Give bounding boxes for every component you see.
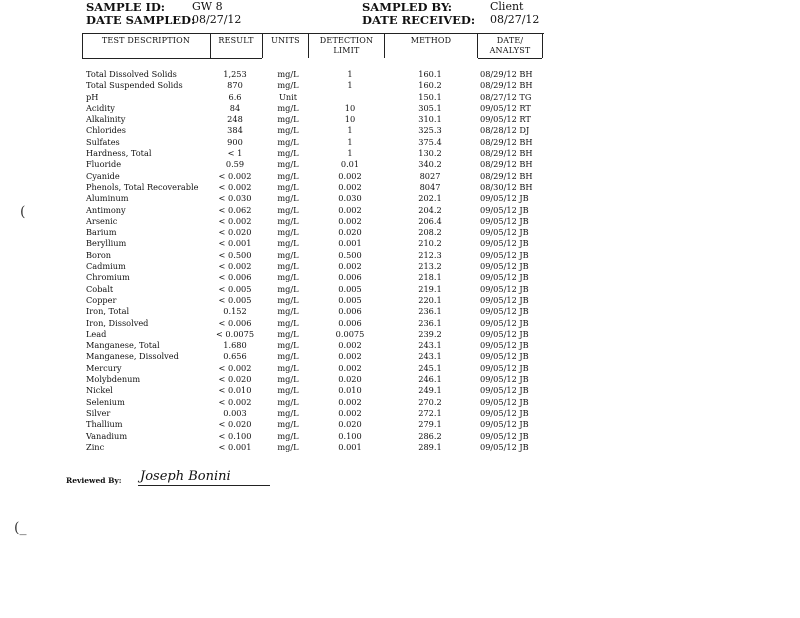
cell-test: Beryllium bbox=[86, 238, 127, 249]
cell-units: mg/L bbox=[277, 238, 299, 249]
cell-limit: 0.500 bbox=[338, 249, 362, 260]
cell-method: 325.3 bbox=[418, 125, 442, 136]
cell-date: 09/05/12 RT bbox=[480, 102, 531, 113]
cell-result: 84 bbox=[229, 102, 241, 113]
cell-test: pH bbox=[86, 91, 99, 102]
cell-result: < 0.020 bbox=[218, 419, 252, 430]
header-rule-bottom-left bbox=[82, 58, 262, 59]
reviewer-signature: Joseph Bonini bbox=[138, 469, 270, 486]
cell-result: < 0.500 bbox=[218, 249, 252, 260]
cell-method: 160.1 bbox=[418, 69, 442, 79]
cell-limit: 0.006 bbox=[338, 272, 362, 283]
sampled-by-value: Client bbox=[490, 0, 524, 13]
col-test-description: TEST DESCRIPTION bbox=[101, 36, 191, 45]
cell-test: Molybdenum bbox=[86, 374, 141, 385]
cell-method: 310.1 bbox=[418, 114, 442, 125]
cell-date: 09/05/12 JB bbox=[480, 227, 529, 238]
cell-result: 384 bbox=[227, 125, 243, 136]
cell-units: mg/L bbox=[277, 215, 299, 226]
cell-date: 09/05/12 JB bbox=[480, 396, 529, 407]
cell-limit: 0.002 bbox=[338, 170, 362, 181]
cell-limit: 0.002 bbox=[338, 204, 362, 215]
cell-units: mg/L bbox=[277, 328, 299, 339]
cell-date: 08/29/12 BH bbox=[480, 136, 533, 147]
cell-date: 09/05/12 JB bbox=[480, 441, 529, 452]
cell-limit: 0.020 bbox=[338, 227, 362, 238]
cell-limit: 0.100 bbox=[338, 430, 362, 441]
cell-date: 08/30/12 BH bbox=[480, 181, 533, 192]
cell-limit: 0.006 bbox=[338, 306, 362, 317]
cell-test: Iron, Dissolved bbox=[86, 317, 149, 328]
cell-date: 08/29/12 BH bbox=[480, 148, 533, 159]
cell-units: mg/L bbox=[277, 396, 299, 407]
cell-units: mg/L bbox=[277, 441, 299, 452]
cell-units: mg/L bbox=[277, 306, 299, 317]
header-divider bbox=[542, 34, 543, 58]
cell-date: 08/28/12 DJ bbox=[480, 125, 530, 136]
cell-method: 249.1 bbox=[418, 385, 442, 396]
cell-result: 0.59 bbox=[225, 159, 245, 170]
cell-date: 09/05/12 JB bbox=[480, 351, 529, 362]
cell-date: 09/05/12 JB bbox=[480, 249, 529, 260]
cell-method: 160.2 bbox=[418, 80, 442, 91]
cell-date: 09/05/12 JB bbox=[480, 385, 529, 396]
cell-method: 270.2 bbox=[418, 396, 442, 407]
col-units: UNITS bbox=[271, 36, 300, 45]
cell-limit: 0.020 bbox=[338, 419, 362, 430]
cell-limit: 1 bbox=[347, 69, 353, 79]
cell-units: mg/L bbox=[277, 374, 299, 385]
header-rule-top bbox=[82, 33, 544, 34]
cell-result: 0.656 bbox=[223, 351, 247, 362]
date-sampled-value: 08/27/12 bbox=[192, 13, 242, 26]
cell-result: < 0.002 bbox=[218, 362, 252, 373]
cell-result: < 0.002 bbox=[218, 396, 252, 407]
cell-test: Arsenic bbox=[86, 215, 118, 226]
cell-units: mg/L bbox=[277, 69, 299, 79]
cell-test: Aluminum bbox=[86, 193, 129, 204]
cell-test: Copper bbox=[86, 294, 117, 305]
cell-result: < 0.001 bbox=[218, 441, 252, 452]
cell-method: 213.2 bbox=[418, 261, 442, 272]
cell-result: < 0.001 bbox=[218, 238, 252, 249]
cell-date: 08/27/12 TG bbox=[480, 91, 532, 102]
sampled-by-label: SAMPLED BY: bbox=[362, 0, 452, 14]
cell-date: 09/05/12 JB bbox=[480, 374, 529, 385]
cell-limit: 1 bbox=[347, 125, 353, 136]
cell-units: mg/L bbox=[277, 317, 299, 328]
punch-hole-mark: (_ bbox=[14, 520, 27, 536]
date-sampled-label: DATE SAMPLED: bbox=[86, 13, 196, 27]
header-rule-bottom-right bbox=[478, 58, 542, 59]
col-detection-limit-line1: DETECTION bbox=[319, 36, 374, 45]
cell-limit: 0.0075 bbox=[335, 328, 365, 339]
cell-limit: 10 bbox=[344, 114, 356, 125]
cell-test: Fluoride bbox=[86, 159, 122, 170]
cell-units: mg/L bbox=[277, 272, 299, 283]
cell-method: 243.1 bbox=[418, 340, 442, 351]
cell-limit: 0.002 bbox=[338, 261, 362, 272]
cell-limit: 0.01 bbox=[340, 159, 360, 170]
cell-date: 09/05/12 RT bbox=[480, 114, 531, 125]
cell-date: 09/05/12 JB bbox=[480, 215, 529, 226]
cell-result: < 0.002 bbox=[218, 170, 252, 181]
cell-result: 1,253 bbox=[223, 69, 247, 79]
cell-result: < 0.020 bbox=[218, 374, 252, 385]
cell-date: 09/05/12 JB bbox=[480, 340, 529, 351]
cell-limit: 1 bbox=[347, 148, 353, 159]
cell-result: 0.152 bbox=[223, 306, 247, 317]
cell-test: Manganese, Dissolved bbox=[86, 351, 179, 362]
cell-method: 8047 bbox=[419, 181, 441, 192]
cell-result: 900 bbox=[227, 136, 243, 147]
cell-test: Cadmium bbox=[86, 261, 126, 272]
cell-result: < 0.030 bbox=[218, 193, 252, 204]
cell-test: Sulfates bbox=[86, 136, 120, 147]
cell-test: Selenium bbox=[86, 396, 125, 407]
cell-units: mg/L bbox=[277, 385, 299, 396]
cell-result: 1.680 bbox=[223, 340, 247, 351]
cell-result: < 0.002 bbox=[218, 215, 252, 226]
cell-method: 239.2 bbox=[418, 328, 442, 339]
cell-method: 8027 bbox=[419, 170, 441, 181]
cell-test: Cobalt bbox=[86, 283, 114, 294]
cell-result: < 0.0075 bbox=[215, 328, 255, 339]
cell-limit: 0.001 bbox=[338, 441, 362, 452]
cell-test: Cyanide bbox=[86, 170, 120, 181]
cell-units: mg/L bbox=[277, 430, 299, 441]
col-date-line2: ANALYST bbox=[489, 46, 531, 55]
cell-method: 289.1 bbox=[418, 441, 442, 452]
cell-date: 09/05/12 JB bbox=[480, 193, 529, 204]
cell-units: mg/L bbox=[277, 136, 299, 147]
cell-method: 208.2 bbox=[418, 227, 442, 238]
cell-method: 279.1 bbox=[418, 419, 442, 430]
cell-method: 220.1 bbox=[418, 294, 442, 305]
cell-result: 248 bbox=[227, 114, 243, 125]
cell-test: Antimony bbox=[86, 204, 126, 215]
cell-units: mg/L bbox=[277, 181, 299, 192]
cell-date: 09/05/12 JB bbox=[480, 419, 529, 430]
cell-limit: 0.005 bbox=[338, 294, 362, 305]
col-result: RESULT bbox=[218, 36, 254, 45]
cell-limit: 1 bbox=[347, 80, 353, 91]
cell-limit: 0.005 bbox=[338, 283, 362, 294]
cell-date: 09/05/12 JB bbox=[480, 306, 529, 317]
cell-date: 08/29/12 BH bbox=[480, 170, 533, 181]
cell-limit: 0.002 bbox=[338, 396, 362, 407]
cell-limit: 0.006 bbox=[338, 317, 362, 328]
cell-method: 236.1 bbox=[418, 306, 442, 317]
col-date-analyst bbox=[478, 36, 542, 56]
cell-method: 340.2 bbox=[418, 159, 442, 170]
cell-test: Phenols, Total Recoverable bbox=[86, 181, 199, 192]
cell-test: Mercury bbox=[86, 362, 122, 373]
cell-test: Alkalinity bbox=[86, 114, 126, 125]
cell-units: mg/L bbox=[277, 102, 299, 113]
cell-units: mg/L bbox=[277, 125, 299, 136]
cell-units: Unit bbox=[278, 91, 298, 102]
cell-limit: 1 bbox=[347, 136, 353, 147]
cell-units: mg/L bbox=[277, 261, 299, 272]
cell-method: 206.4 bbox=[418, 215, 442, 226]
cell-result: < 0.005 bbox=[218, 283, 252, 294]
cell-date: 09/05/12 JB bbox=[480, 261, 529, 272]
cell-test: Acidity bbox=[86, 102, 115, 113]
cell-result: < 1 bbox=[227, 148, 243, 159]
cell-limit: 0.010 bbox=[338, 385, 362, 396]
cell-method: 375.4 bbox=[418, 136, 442, 147]
cell-date: 09/05/12 JB bbox=[480, 238, 529, 249]
date-received-label: DATE RECEIVED: bbox=[362, 13, 476, 27]
cell-test: Zinc bbox=[86, 441, 105, 452]
cell-method: 245.1 bbox=[418, 362, 442, 373]
cell-method: 272.1 bbox=[418, 407, 442, 418]
cell-result: 870 bbox=[227, 80, 243, 91]
col-detection-limit-line2: LIMIT bbox=[333, 46, 360, 55]
cell-result: < 0.005 bbox=[218, 294, 252, 305]
cell-method: 150.1 bbox=[418, 91, 442, 102]
cell-method: 286.2 bbox=[418, 430, 442, 441]
cell-method: 218.1 bbox=[418, 272, 442, 283]
cell-test: Boron bbox=[86, 249, 112, 260]
cell-test: Thallium bbox=[86, 419, 123, 430]
cell-test: Hardness, Total bbox=[86, 148, 152, 159]
cell-result: < 0.100 bbox=[218, 430, 252, 441]
cell-units: mg/L bbox=[277, 351, 299, 362]
col-date-line1: DATE/ bbox=[496, 36, 524, 45]
cell-test: Nickel bbox=[86, 385, 113, 396]
cell-result: 0.003 bbox=[223, 407, 247, 418]
cell-limit: 0.020 bbox=[338, 374, 362, 385]
cell-units: mg/L bbox=[277, 340, 299, 351]
sample-id-value: GW 8 bbox=[192, 0, 223, 13]
cell-test: Total Dissolved Solids bbox=[86, 69, 177, 79]
cell-date: 08/29/12 BH bbox=[480, 159, 533, 170]
col-method: METHOD bbox=[410, 36, 452, 45]
cell-limit: 10 bbox=[344, 102, 356, 113]
cell-units: mg/L bbox=[277, 193, 299, 204]
cell-limit: 0.001 bbox=[338, 238, 362, 249]
cell-units: mg/L bbox=[277, 114, 299, 125]
cell-method: 202.1 bbox=[418, 193, 442, 204]
cell-test: Vanadium bbox=[86, 430, 128, 441]
cell-method: 236.1 bbox=[418, 317, 442, 328]
cell-limit: 0.002 bbox=[338, 407, 362, 418]
cell-method: 305.1 bbox=[418, 102, 442, 113]
cell-date: 09/05/12 JB bbox=[480, 272, 529, 283]
cell-test: Chlorides bbox=[86, 125, 126, 136]
cell-limit: 0.030 bbox=[338, 193, 362, 204]
cell-test: Chromium bbox=[86, 272, 130, 283]
sample-id-label: SAMPLE ID: bbox=[86, 0, 166, 14]
cell-limit: 0.002 bbox=[338, 215, 362, 226]
cell-date: 09/05/12 JB bbox=[480, 328, 529, 339]
cell-result: 6.6 bbox=[228, 91, 242, 102]
cell-result: < 0.062 bbox=[218, 204, 252, 215]
cell-date: 08/29/12 BH bbox=[480, 80, 533, 91]
cell-result: < 0.006 bbox=[218, 272, 252, 283]
cell-units: mg/L bbox=[277, 283, 299, 294]
cell-units: mg/L bbox=[277, 249, 299, 260]
cell-test: Lead bbox=[86, 328, 107, 339]
cell-test: Manganese, Total bbox=[86, 340, 160, 351]
header-divider bbox=[82, 34, 83, 58]
cell-method: 246.1 bbox=[418, 374, 442, 385]
cell-date: 09/05/12 JB bbox=[480, 294, 529, 305]
cell-test: Barium bbox=[86, 227, 117, 238]
col-detection-limit bbox=[309, 36, 384, 56]
cell-result: < 0.010 bbox=[218, 385, 252, 396]
cell-result: < 0.002 bbox=[218, 181, 252, 192]
cell-units: mg/L bbox=[277, 419, 299, 430]
cell-units: mg/L bbox=[277, 227, 299, 238]
cell-units: mg/L bbox=[277, 80, 299, 91]
cell-units: mg/L bbox=[277, 159, 299, 170]
cell-method: 210.2 bbox=[418, 238, 442, 249]
cell-result: < 0.020 bbox=[218, 227, 252, 238]
cell-units: mg/L bbox=[277, 362, 299, 373]
cell-method: 212.3 bbox=[418, 249, 442, 260]
punch-hole-mark: ( bbox=[20, 204, 26, 220]
cell-date: 09/05/12 JB bbox=[480, 317, 529, 328]
cell-test: Silver bbox=[86, 407, 111, 418]
cell-result: < 0.002 bbox=[218, 261, 252, 272]
cell-date: 09/05/12 JB bbox=[480, 430, 529, 441]
cell-result: < 0.006 bbox=[218, 317, 252, 328]
cell-method: 243.1 bbox=[418, 351, 442, 362]
cell-method: 130.2 bbox=[418, 148, 442, 159]
cell-date: 09/05/12 JB bbox=[480, 362, 529, 373]
reviewed-by-label: Reviewed By: bbox=[66, 476, 122, 485]
cell-units: mg/L bbox=[277, 170, 299, 181]
cell-method: 219.1 bbox=[418, 283, 442, 294]
cell-date: 09/05/12 JB bbox=[480, 204, 529, 215]
cell-date: 09/05/12 JB bbox=[480, 283, 529, 294]
cell-limit: 0.002 bbox=[338, 351, 362, 362]
cell-limit: 0.002 bbox=[338, 181, 362, 192]
cell-units: mg/L bbox=[277, 294, 299, 305]
date-received-value: 08/27/12 bbox=[490, 13, 540, 26]
cell-units: mg/L bbox=[277, 407, 299, 418]
cell-date: 08/29/12 BH bbox=[480, 69, 533, 79]
cell-units: mg/L bbox=[277, 204, 299, 215]
cell-units: mg/L bbox=[277, 148, 299, 159]
cell-test: Total Suspended Solids bbox=[86, 80, 183, 91]
cell-test: Iron, Total bbox=[86, 306, 130, 317]
cell-limit: 0.002 bbox=[338, 340, 362, 351]
cell-method: 204.2 bbox=[418, 204, 442, 215]
cell-date: 09/05/12 JB bbox=[480, 407, 529, 418]
cell-limit: 0.002 bbox=[338, 362, 362, 373]
